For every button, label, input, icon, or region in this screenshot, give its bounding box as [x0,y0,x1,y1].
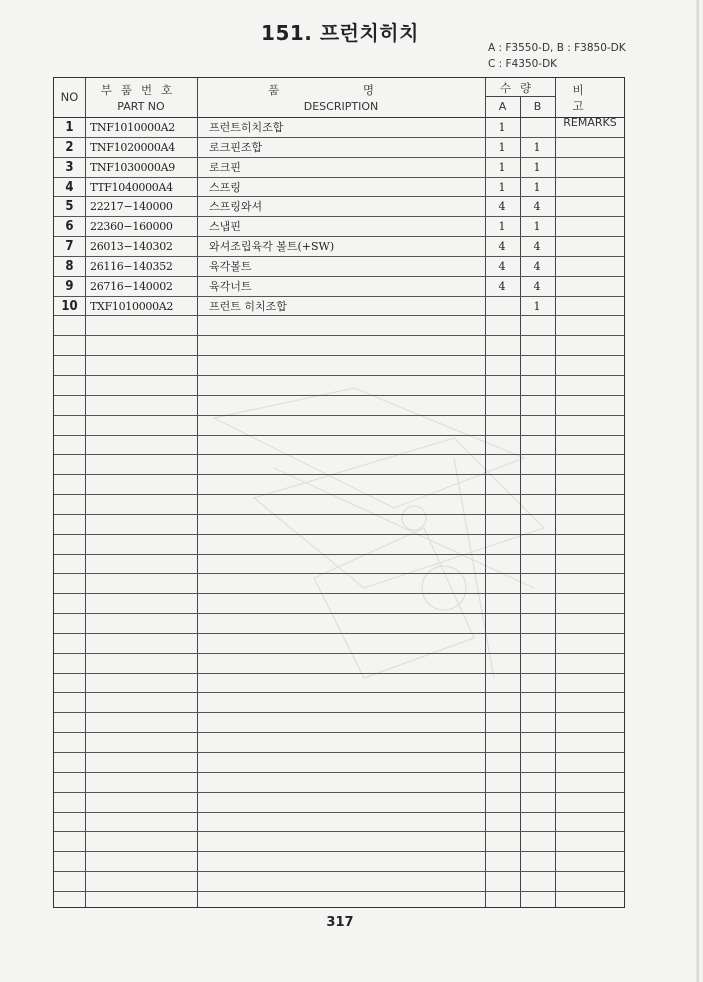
row-no: 3 [65,159,74,175]
header-remarks-en: REMARKS [563,116,617,129]
row-part-no: 26116−140352 [90,259,173,273]
table-row-empty [54,852,624,872]
row-qty-a: 4 [498,279,506,293]
row-qty-a: 1 [498,220,506,234]
qty-divider [520,97,521,117]
row-no: 6 [65,219,74,235]
table-row [54,158,624,178]
header-part-no [85,78,197,117]
table-row-empty [54,654,624,674]
table-row [54,118,624,138]
row-part-no: TNF1030000A9 [90,160,175,174]
table-row-empty [54,356,624,376]
row-description: 와셔조립육각 볼트(+SW) [209,240,335,254]
table-row [54,178,624,198]
row-description: 육각너트 [209,279,252,293]
table-row-empty [54,674,624,694]
table-row [54,277,624,297]
header-no [54,78,85,117]
table-row [54,197,624,217]
table-row-empty [54,416,624,436]
row-no: 4 [65,179,74,195]
model-legend-line2: C : F4350-DK [488,58,558,70]
row-part-no: 22360−160000 [90,220,173,234]
page-edge [696,0,699,982]
row-qty-a: 4 [498,240,506,254]
table-row-empty [54,693,624,713]
table-row [54,297,624,317]
header-qty-a: A [498,100,507,113]
table-row-empty [54,614,624,634]
header-desc-en: DESCRIPTION [303,100,379,113]
table-row [54,138,624,158]
model-legend [488,40,626,72]
table-body [54,118,624,892]
table-row-empty [54,475,624,495]
row-qty-b: 4 [533,279,541,293]
row-qty-b [520,118,554,137]
header-remarks [555,78,625,129]
page-number: 317 [326,915,354,930]
table-row-empty [54,872,624,892]
row-qty-a: 1 [498,121,506,134]
row-part-no: TXF1010000A2 [90,299,174,313]
row-description: 스프링 [209,180,241,194]
row-description: 프런트히치조합 [209,121,284,134]
row-description: 로크핀 [209,160,241,174]
row-qty-a [485,297,519,316]
row-qty-a: 1 [498,140,506,154]
row-part-no: 22217−140000 [90,200,173,214]
row-description: 스냅핀 [209,220,241,234]
header-no-label: NO [60,90,79,104]
table-row-empty [54,793,624,813]
row-qty-a: 1 [498,180,506,194]
row-qty-a: 4 [498,259,506,273]
header-desc-ko: 품 명 [268,83,414,97]
row-no: 7 [65,239,74,255]
row-no: 9 [65,278,74,294]
table-row-empty [54,555,624,575]
table-row-empty [54,396,624,416]
table-row-empty [54,753,624,773]
row-no: 1 [65,120,74,135]
table-row-empty [54,713,624,733]
table-row-empty [54,832,624,852]
row-no: 10 [61,298,78,314]
table-row-empty [54,495,624,515]
page-title: 151. 프런치히치 [261,21,419,45]
header-quantity [485,78,555,117]
row-no: 2 [65,139,74,155]
header-part-ko: 부품번호 [100,83,182,97]
table-row-empty [54,436,624,456]
table-row-empty [54,455,624,475]
row-qty-b: 1 [533,160,541,174]
row-part-no: 26013−140302 [90,240,173,254]
parts-table [53,77,625,908]
row-part-no: TNF1010000A2 [90,121,175,134]
table-row-empty [54,733,624,753]
table-row-empty [54,316,624,336]
table-row [54,257,624,277]
table-row-empty [54,336,624,356]
row-description: 육각볼트 [209,259,252,273]
row-qty-b: 1 [533,140,541,154]
row-part-no: 26716−140002 [90,279,173,293]
header-description [197,78,485,117]
row-qty-b: 4 [533,200,541,214]
table-row-empty [54,634,624,654]
header-part-en: PART NO [117,100,165,113]
table-row-empty [54,535,624,555]
table-row [54,217,624,237]
row-qty-a: 4 [498,200,506,214]
model-legend-line1: A : F3550-D, B : F3850-DK [488,42,626,54]
row-qty-b: 4 [533,240,541,254]
table-row-empty [54,574,624,594]
row-qty-b: 1 [533,220,541,234]
row-part-no: TNF1020000A4 [90,140,175,154]
table-row-empty [54,773,624,793]
row-qty-b: 1 [533,180,541,194]
table-row-empty [54,515,624,535]
row-no: 5 [65,199,74,215]
table-row [54,237,624,257]
row-qty-b: 4 [533,259,541,273]
row-description: 프런트 히치조합 [209,299,287,313]
header-qty-b: B [533,100,542,113]
row-description: 로크핀조합 [209,140,263,154]
row-part-no: TTF1040000A4 [90,180,173,194]
row-qty-a: 1 [498,160,506,174]
table-row-empty [54,813,624,833]
row-description: 스프링와셔 [209,200,263,214]
header-remarks-ko: 비고 [572,83,608,113]
header-qty-ko: 수량 [485,78,555,97]
row-qty-b: 1 [533,299,541,313]
table-row-empty [54,594,624,614]
table-row-empty [54,376,624,396]
row-no: 8 [65,258,74,274]
